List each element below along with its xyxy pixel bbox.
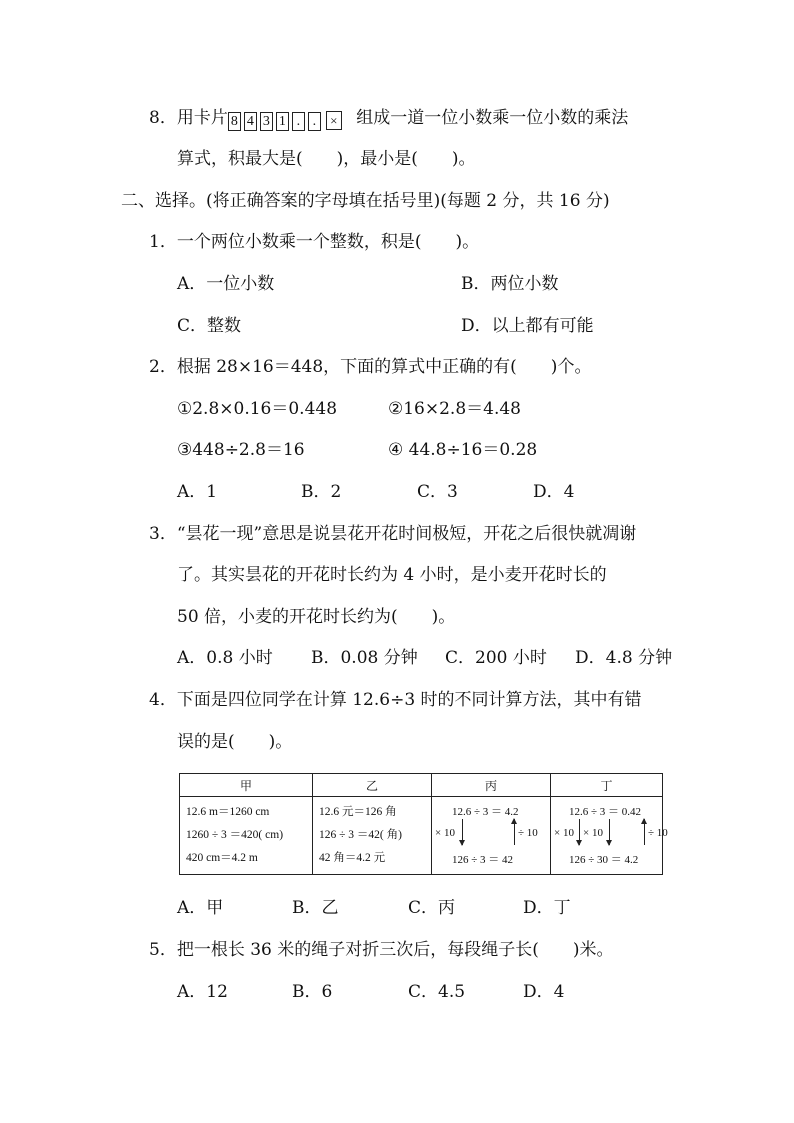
card-4: 4 — [244, 112, 257, 131]
ding-left-label-1: × 10 — [554, 827, 574, 839]
bing-bottom: 126 ÷ 3 ＝ 42 — [452, 854, 514, 866]
card-8: 8 — [228, 112, 241, 131]
q2-option-d: D．4 — [533, 482, 575, 502]
q4-option-c: C．丙 — [408, 898, 456, 918]
q3-option-b: B．0.08 分钟 — [311, 648, 418, 668]
q3-option-a: A．0.8 小时 — [177, 648, 273, 668]
card-3: 3 — [260, 112, 273, 131]
q4-line1: 4．下面是四位同学在计算 12.6÷3 时的不同计算方法，其中有错 — [149, 690, 642, 710]
ding-right-label: ÷ 10 — [648, 827, 668, 839]
q2-item-2: ②16×2.8＝4.48 — [388, 399, 522, 419]
section2-title: 二、选择。(将正确答案的字母填在括号里)(每题 2 分，共 16 分) — [121, 191, 610, 211]
q1-option-a: A．一位小数 — [177, 274, 275, 294]
cell-ding — [551, 797, 668, 875]
q1-option-c: C．整数 — [177, 316, 242, 336]
yi-step-1: 12.6 元＝126 角 — [319, 806, 397, 818]
q8-line1 — [149, 107, 628, 131]
q4-line2: 误的是( )。 — [177, 732, 293, 752]
header-bing: 丙 — [432, 774, 551, 797]
q2-item-4: ④ 44.8÷16＝0.28 — [388, 440, 538, 460]
card-times: × — [326, 111, 342, 130]
q3-line3: 50 倍，小麦的开花时长约为( )。 — [177, 607, 456, 627]
q5-option-d: D．4 — [523, 982, 565, 1002]
q5-stem: 5．把一根长 36 米的绳子对折三次后，每段绳子长( )米。 — [149, 940, 614, 960]
bing-top: 12.6 ÷ 3 ＝ 4.2 — [452, 806, 519, 818]
ding-up-arrow — [644, 819, 645, 845]
q3-option-d: D．4.8 分钟 — [575, 648, 673, 668]
jia-step-1: 12.6 m＝1260 cm — [186, 806, 270, 818]
q4-option-b: B．乙 — [292, 898, 339, 918]
ding-left-label-2: × 10 — [583, 827, 603, 839]
bing-right-label: ÷ 10 — [518, 827, 538, 839]
q2-item-3: ③448÷2.8＝16 — [177, 440, 305, 460]
card-dot-1: . — [292, 112, 305, 131]
q1-stem: 1．一个两位小数乘一个整数，积是( )。 — [149, 232, 480, 252]
q5-option-b: B．6 — [292, 982, 333, 1002]
header-yi: 乙 — [313, 774, 432, 797]
bing-up-arrow — [514, 819, 515, 845]
bing-left-label: × 10 — [435, 827, 455, 839]
q2-stem: 2．根据 28×16＝448，下面的算式中正确的有( )个。 — [149, 357, 592, 377]
card-dot-2: . — [308, 112, 321, 131]
ding-down-arrow-2 — [609, 819, 610, 845]
jia-step-3: 420 cm＝4.2 m — [186, 852, 258, 864]
q4-option-d: D．丁 — [523, 898, 571, 918]
q1-option-d: D．以上都有可能 — [461, 316, 594, 336]
q2-item-1: ①2.8×0.16＝0.448 — [177, 399, 338, 419]
q5-option-a: A．12 — [177, 982, 228, 1002]
yi-step-2: 126 ÷ 3 ＝42( 角) — [319, 829, 402, 841]
q2-option-a: A．1 — [177, 482, 218, 502]
q8-prefix: 8．用卡片 — [149, 108, 228, 128]
cell-jia — [180, 797, 313, 875]
q1-option-b: B．两位小数 — [461, 274, 559, 294]
ding-diagram — [551, 797, 668, 871]
cell-bing — [432, 797, 551, 875]
jia-step-2: 1260 ÷ 3 ＝420( cm) — [186, 829, 284, 841]
q3-option-c: C．200 小时 — [445, 648, 547, 668]
header-ding: 丁 — [551, 774, 663, 797]
q8-suffix: 组成一道一位小数乘一位小数的乘法 — [356, 108, 629, 128]
bing-diagram — [432, 797, 550, 871]
methods-table — [179, 773, 668, 875]
q2-option-b: B．2 — [301, 482, 342, 502]
q3-line1: 3．“昙花一现”意思是说昙花开花时间极短，开花之后很快就凋谢 — [149, 524, 637, 544]
ding-top: 12.6 ÷ 3 ＝ 0.42 — [569, 806, 642, 818]
q2-option-c: C．3 — [417, 482, 458, 502]
ding-bottom: 126 ÷ 30 ＝ 4.2 — [569, 854, 639, 866]
bing-down-arrow — [462, 819, 463, 845]
q4-option-a: A．甲 — [177, 898, 224, 918]
yi-step-3: 42 角＝4.2 元 — [319, 852, 386, 864]
q8-line2: 算式，积最大是( )，最小是( )。 — [177, 149, 476, 169]
card-1: 1 — [276, 112, 289, 131]
q3-line2: 了。其实昙花的开花时长约为 4 小时，是小麦开花时长的 — [177, 565, 607, 585]
header-jia: 甲 — [180, 774, 313, 797]
ding-down-arrow-1 — [579, 819, 580, 845]
cell-yi — [313, 797, 432, 875]
q5-option-c: C．4.5 — [408, 982, 466, 1002]
